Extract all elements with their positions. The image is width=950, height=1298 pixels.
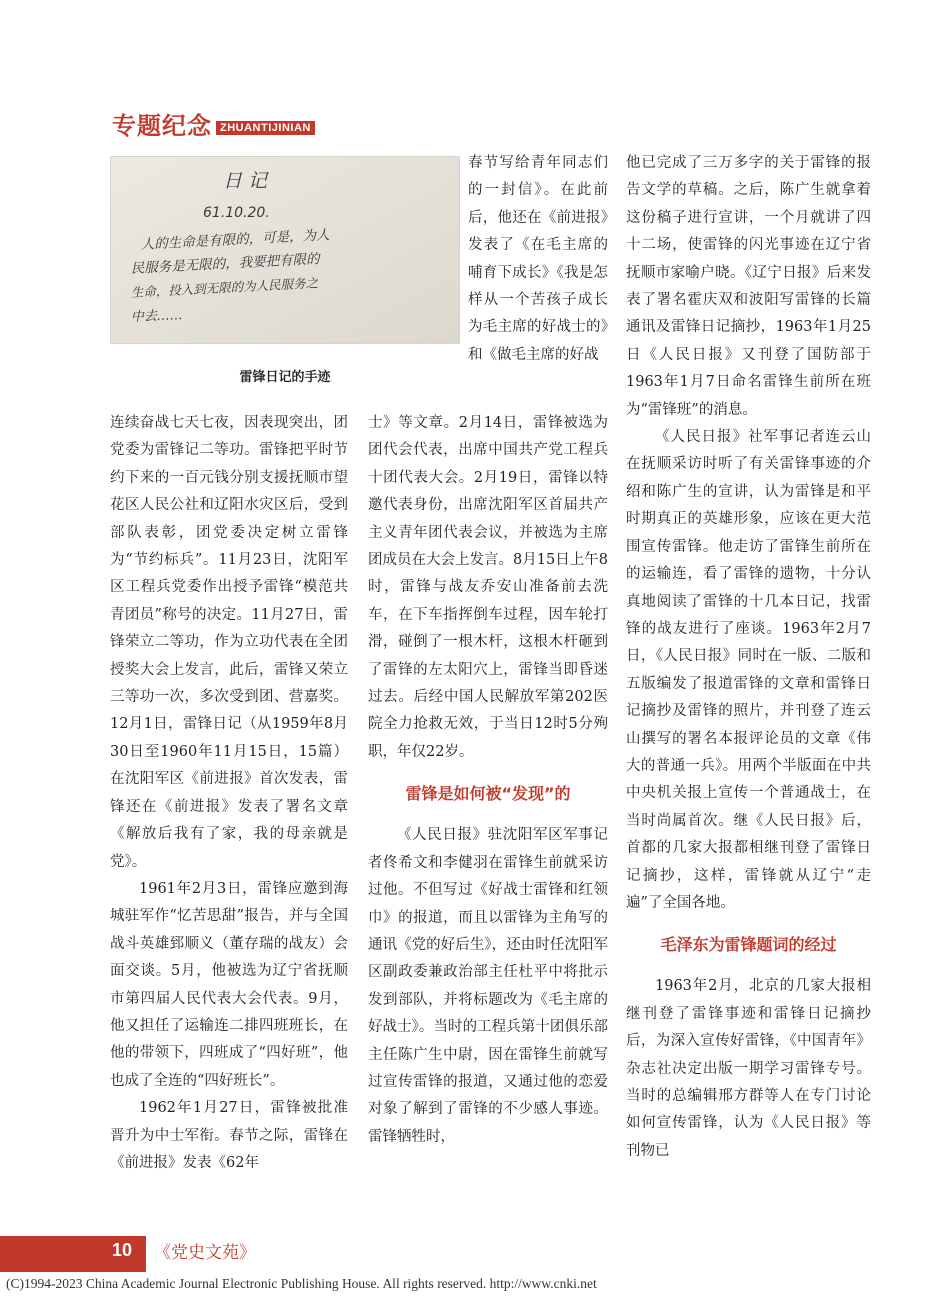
column-c-paragraph: 1963年2月，北京的几家大报相继刊登了雷锋事迹和雷锋日记摘抄后，为深入宣传好雷锋，《中国青年》杂志社决定出版一期学习雷锋专号。当时的总编辑邢方群等人在专门讨论如何宣传雷锋，认为《人民日报》等刊物已 — [626, 978, 871, 1159]
column-b — [368, 410, 608, 1151]
section-header — [112, 112, 315, 140]
diary-date: 61.10.20. — [203, 205, 270, 221]
column-a — [110, 410, 348, 1177]
column-b-top — [468, 150, 608, 369]
column-b-top-text: 春节写给青年同志们的一封信》。在此前后，他还在《前进报》发表了《在毛主席的哺育下成长》《我是怎样从一个苦孩子成长为毛主席的好战士的》和《做毛主席的好战 — [468, 155, 608, 363]
section-title: 专题纪念 — [112, 112, 212, 140]
diary-line-1: 人的生命是有限的，可是，为人 — [140, 227, 330, 253]
journal-name: 《党史文苑》 — [154, 1243, 256, 1263]
subheading-discovery: 雷锋是如何被“发现”的 — [405, 784, 571, 804]
diary-line-2: 民服务是无限的，我要把有限的 — [130, 251, 320, 277]
diary-title: 日 记 — [223, 170, 268, 192]
subheading-inscription: 毛泽东为雷锋题词的经过 — [660, 935, 837, 955]
column-a-paragraph: 1962年1月27日，雷锋被批准晋升为中士军衔。春节之际，雷锋在《前进报》发表《62年 — [110, 1100, 348, 1171]
column-c-paragraph: 《人民日报》社军事记者连云山在抚顺采访时听了有关雷锋事迹的介绍和陈广生的宣讲，认为雷锋是和平时期真正的英雄形象，应该在更大范围宣传雷锋。他走访了雷锋生前所在的运输连，看了雷锋的遗物，十分认真地阅读了雷锋的十几本日记，找雷锋的战友进行了座谈。1963年2月7日，《人民日报》同时在一版、二版和五版编发了报道雷锋的文章和雷锋日记摘抄及雷锋的照片，并刊登了连云山撰写的署名本报评论员的文章《伟大的普通一兵》。用两个半版面在中共中央机关报上宣传一个普通战士，在当时尚属首次。继《人民日报》后，首都的几家大报都相继刊登了雷锋日记摘抄，这样，雷锋就从辽宁“走遍”了全国各地。 — [626, 429, 871, 911]
column-c — [626, 150, 871, 1165]
column-b-paragraph: 《人民日报》驻沈阳军区军事记者佟希文和李健羽在雷锋生前就采访过他。不但写过《好战士雷锋和红领巾》的报道，而且以雷锋为主角写的通讯《党的好后生》，还由时任沈阳军区副政委兼政治部主任杜平中将批示发到部队，并将标题改为《毛主席的好战士》。当时的工程兵第十团俱乐部主任陈广生中尉，因在雷锋生前就写过宣传雷锋的报道，又通过他的恋爱对象了解到了雷锋的不少感人事迹。雷锋牺牲时， — [368, 827, 608, 1145]
copyright-line: (C)1994-2023 China Academic Journal Electronic Publishing House. All rights reserved. http://www.cnki.net — [6, 1276, 597, 1291]
column-a-paragraph: 1961年2月3日，雷锋应邀到海城驻军作“忆苦思甜”报告，并与全国战斗英雄郅顺义（董存瑞的战友）会面交谈。5月，他被选为辽宁省抚顺市第四届人民代表大会代表。9月，他又担任了运输连二排四班班长，在他的带领下，四班成了“四好班”，他也成了全连的“四好班长”。 — [110, 880, 348, 1089]
photo-caption: 雷锋日记的手迹 — [239, 370, 331, 385]
section-pinyin-tag: ZHUANTIJINIAN — [216, 121, 315, 135]
diary-handwriting-photo — [110, 156, 460, 344]
page-number: 10 — [112, 1240, 133, 1260]
column-a-paragraph: 连续奋战七天七夜，因表现突出，团党委为雷锋记二等功。雷锋把平时节约下来的一百元钱分别支援抚顺市望花区人民公社和辽阳水灾区后，受到部队表彰，团党委决定树立雷锋为“节约标兵”。11月23日，沈阳军区工程兵党委作出授予雷锋“模范共青团员”称号的决定。11月27日，雷锋荣立二等功，作为立功代表在全团授奖大会上发言，此后，雷锋又荣立三等功一次，多次受到团、营嘉奖。12月1日，雷锋日记（从1959年8月30日至1960年11月15日，15篇）在沈阳军区《前进报》首次发表，雷锋还在《前进报》发表了署名文章《解放后我有了家，我的母亲就是党》。 — [110, 415, 348, 870]
diary-line-4: 中去…… — [130, 308, 184, 325]
column-c-paragraph: 他已完成了三万多字的关于雷锋的报告文学的草稿。之后，陈广生就拿着这份稿子进行宣讲，一个月就讲了四十二场，使雷锋的闪光事迹在辽宁省抚顺市家喻户晓。《辽宁日报》后来发表了署名霍庆双和波阳写雷锋的长篇通讯及雷锋日记摘抄，1963年1月25日《人民日报》又刊登了国防部于1963年1月7日命名雷锋生前所在班为“雷锋班”的消息。 — [626, 155, 871, 418]
diary-line-3: 生命，投入到无限的为人民服务之 — [130, 275, 319, 300]
column-b-paragraph: 士》等文章。2月14日，雷锋被选为团代会代表，出席中国共产党工程兵十团代表大会。2月19日，雷锋以特邀代表身份，出席沈阳军区首届共产主义青年团代表会议，并被选为主席团成员在大会上发言。8月15日上午8时，雷锋与战友乔安山准备前去洗车，在下车指挥倒车过程，因车轮打滑，碰倒了一根木杆，这根木杆砸到了雷锋的左太阳穴上，雷锋当即昏迷过去。后经中国人民解放军第202医院全力抢救无效，于当日12时5分殉职，年仅22岁。 — [368, 415, 608, 760]
diary-photo-image — [111, 157, 460, 344]
